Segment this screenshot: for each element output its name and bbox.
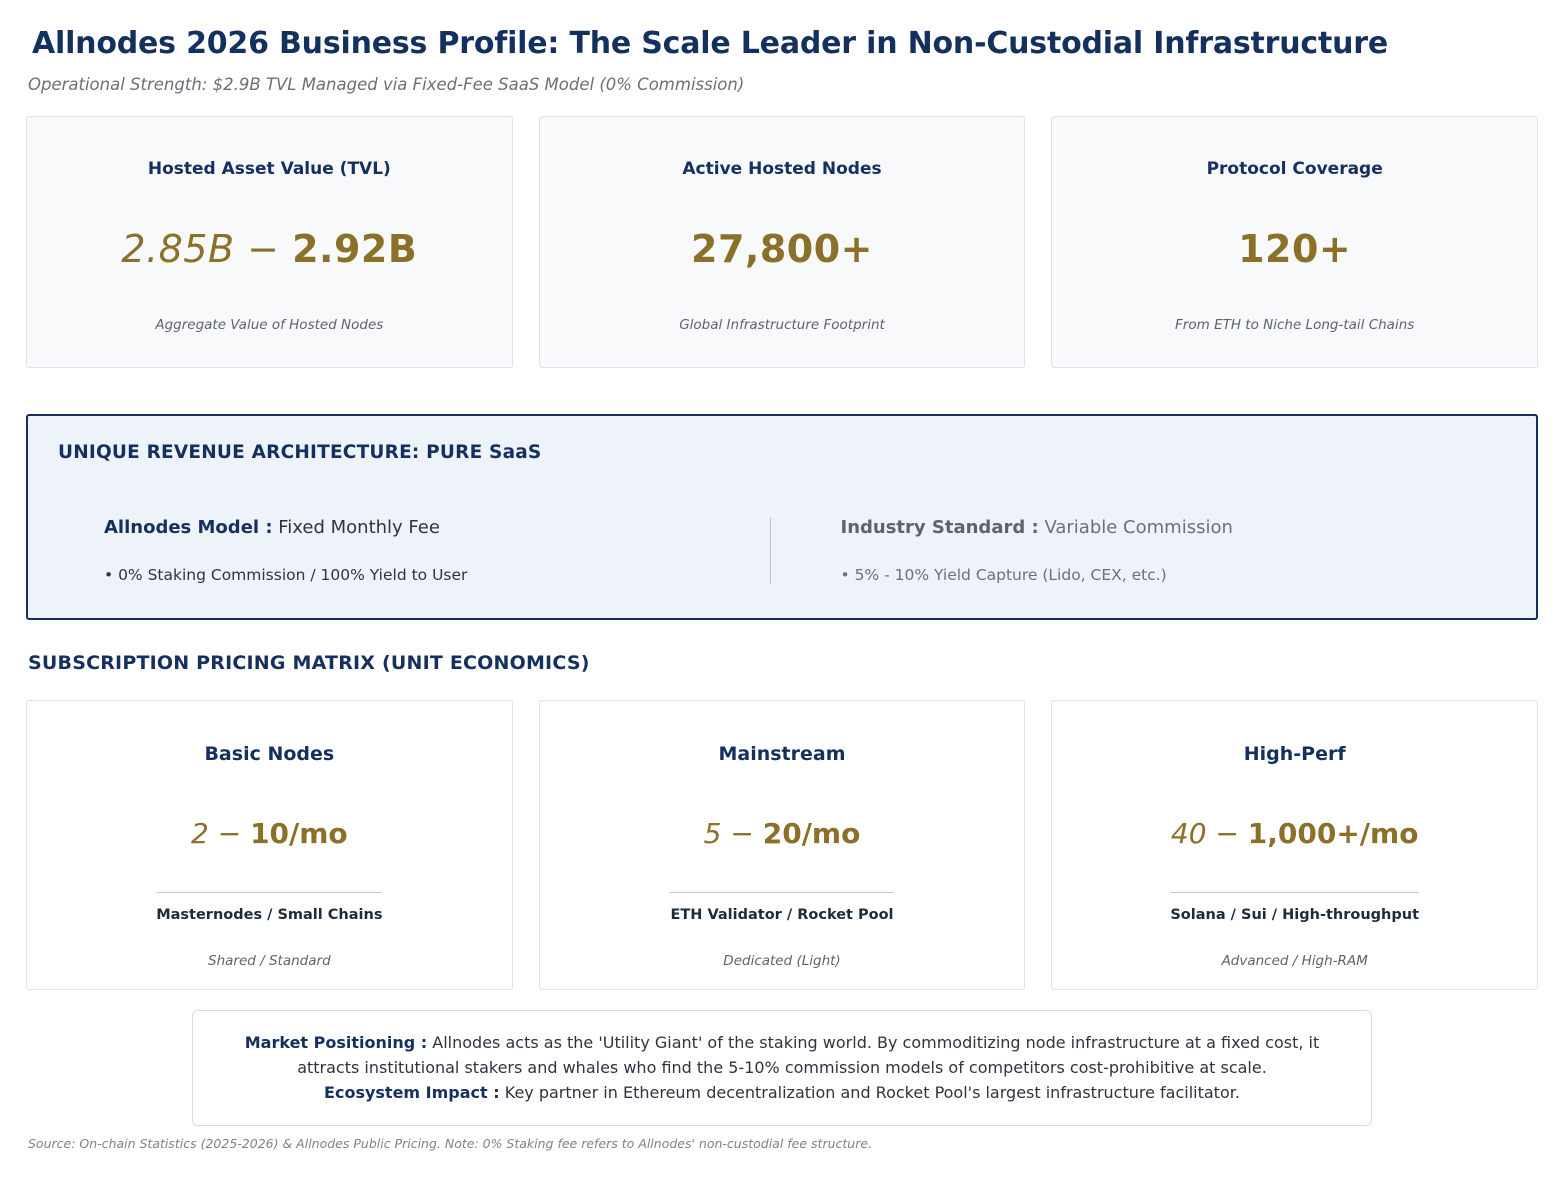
pricing-card-name: High-Perf [1243,743,1346,765]
kpi-label: Hosted Asset Value (TVL) [147,159,391,179]
pricing-card-price [704,817,861,850]
pricing-price-low: 2 − [190,817,251,850]
pricing-card-tier: Dedicated (Light) [723,953,841,969]
kpi-label: Active Hosted Nodes [682,159,882,179]
market-positioning-key: Market Positioning : [244,1033,428,1052]
kpi-value [691,227,873,271]
allnodes-model-key: Allnodes Model : [104,517,273,538]
allnodes-model-heading [104,517,744,538]
pricing-price-high: 20/mo [762,817,861,850]
kpi-card-active-nodes [539,116,1026,368]
market-positioning-box [192,1010,1372,1126]
pricing-card-usecase: ETH Validator / Rocket Pool [670,892,893,923]
pricing-price-low: 5 − [703,817,763,850]
revenue-architecture-panel [26,414,1538,620]
kpi-label: Protocol Coverage [1206,159,1383,179]
pricing-row [26,700,1538,990]
industry-standard-key: Industry Standard : [840,517,1039,538]
ecosystem-impact-line [219,1081,1345,1106]
kpi-card-protocol-coverage [1051,116,1538,368]
kpi-value [121,227,417,271]
revenue-architecture-title: UNIQUE REVENUE ARCHITECTURE: PURE SaaS [58,442,542,463]
ecosystem-impact-key: Ecosystem Impact : [324,1082,500,1102]
pricing-card-price [1171,817,1419,850]
pricing-price-high: 10/mo [250,817,348,850]
kpi-value-range-high: 2.92B [292,227,418,271]
pricing-card-usecase: Masternodes / Small Chains [156,892,382,923]
pricing-card-basic-nodes [26,700,513,990]
source-footnote: Source: On-chain Statistics (2025-2026) & Allnodes Public Pricing. Note: 0% Staking fee refers to Allnodes' non-custodial fee structure. [28,1136,873,1152]
kpi-caption: Global Infrastructure Footprint [679,317,885,333]
industry-standard-bullet: • 5% - 10% Yield Capture (Lido, CEX, etc.) [840,566,1167,584]
ecosystem-impact-text: Key partner in Ethereum decentralization and Rocket Pool's largest infrastructure facilitator. [504,1082,1240,1102]
revenue-architecture-columns [58,517,1506,584]
allnodes-model-bullet: • 0% Staking Commission / 100% Yield to User [104,566,468,584]
page-subtitle: Operational Strength: $2.9B TVL Managed via Fixed-Fee SaaS Model (0% Commission) [28,75,745,94]
pricing-card-tier: Shared / Standard [208,953,331,969]
kpi-value [1238,227,1351,271]
kpi-caption: Aggregate Value of Hosted Nodes [155,317,384,333]
pricing-card-usecase: Solana / Sui / High-throughput [1170,892,1419,923]
kpi-row [26,116,1538,368]
pricing-card-price [191,817,348,850]
kpi-value-range-high: 27,800+ [691,227,873,271]
pricing-section-title: SUBSCRIPTION PRICING MATRIX (UNIT ECONOMICS) [28,652,590,674]
pricing-card-mainstream [539,700,1026,990]
allnodes-model-column [58,517,770,584]
industry-standard-heading [841,517,1481,538]
pricing-price-high: 1,000+/mo [1247,817,1419,850]
kpi-card-tvl [26,116,513,368]
kpi-caption: From ETH to Niche Long-tail Chains [1175,317,1415,333]
market-positioning-line [219,1031,1345,1081]
kpi-value-range-low: 2.85B − [121,227,293,271]
pricing-card-high-perf [1051,700,1538,990]
page-title: Allnodes 2026 Business Profile: The Scale Leader in Non-Custodial Infrastructure [32,26,1389,61]
allnodes-model-value: Fixed Monthly Fee [278,517,440,538]
industry-standard-value: Variable Commission [1044,517,1233,538]
industry-standard-column [770,517,1507,584]
pricing-card-tier: Advanced / High-RAM [1221,953,1368,969]
pricing-price-low: 40 − [1170,817,1248,850]
market-positioning-text: Allnodes acts as the 'Utility Giant' of the staking world. By commoditizing node infrastructure at a fixed cost, it attracts institutional stakers and whales who find the 5-10% commission models of competitors cost-prohibitive at scale. [297,1033,1320,1077]
pricing-card-name: Basic Nodes [204,743,335,765]
kpi-value-range-high: 120+ [1238,227,1352,271]
pricing-card-name: Mainstream [718,743,846,765]
